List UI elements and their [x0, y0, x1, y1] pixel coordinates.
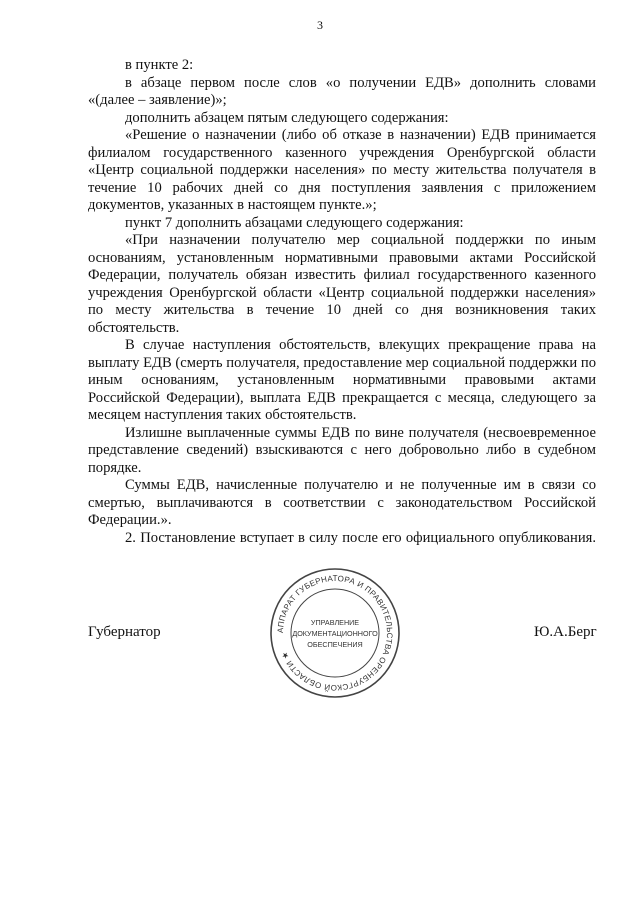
paragraph-amend-first: в абзаце первом после слов «о получении ЕДВ» дополнить словами «(далее – заявление)»;	[88, 74, 596, 108]
paragraph-point-7: пункт 7 дополнить абзацами следующего содержания:	[125, 214, 464, 231]
seal-line-2: ДОКУМЕНТАЦИОННОГО	[292, 629, 378, 638]
paragraph-quote-notify: «При назначении получателю мер социальной поддержки по иным основаниям, установленным нормативными правовыми актами Российской Федерации, получатель обязан известить филиал государственного казенного учреждения Оренбургской области «Центр социальной поддержки населения» по месту жительства в течение 10 дней со дня возникновения таких обстоятельств.	[88, 232, 596, 336]
paragraph-entry-into-force: 2. Постановление вступает в силу после его официального опубликования.	[125, 529, 596, 546]
seal-line-1: УПРАВЛЕНИЕ	[310, 618, 360, 627]
paragraph-overpaid: Излишне выплаченные суммы ЕДВ по вине получателя (несвоевременное представление сведений) взыскиваются с него добровольно либо в судебном порядке.	[88, 424, 596, 476]
official-seal	[268, 566, 402, 700]
paragraph-death-sums: Суммы ЕДВ, начисленные получателю и не полученные им в связи со смертью, выплачиваются в соответствии с законодательством Российской Федерации.».	[88, 477, 596, 528]
paragraph-quote-decision: «Решение о назначении (либо об отказе в назначении) ЕДВ принимается филиалом государственного казенного учреждения Оренбургской области «Центр социальной поддержки населения» по месту жительства получателя в течение 10 рабочих дней со дня поступления заявления с приложением документов, указанных в настоящем пункте.»;	[88, 127, 596, 213]
page-number: 3	[317, 18, 323, 32]
signature-name: Ю.А.Берг	[534, 624, 597, 640]
seal-ring-text: АППАРАТ ГУБЕРНАТОРА И ПРАВИТЕЛЬСТВА ОРЕНБУРГСКОЙ ОБЛАСТИ ★	[275, 573, 395, 693]
document-body	[88, 57, 596, 547]
paragraph-termination: В случае наступления обстоятельств, влекущих прекращение права на выплату ЕДВ (смерть получателя, предоставление мер социальной поддержки по иным основаниям, установленным нормативными правовыми актами Российской Федерации), выплата ЕДВ прекращается с месяца, следующего за месяцем наступления таких обстоятельств.	[88, 337, 596, 423]
seal-line-3: ОБЕСПЕЧЕНИЯ	[307, 640, 363, 649]
paragraph-add-fifth: дополнить абзацем пятым следующего содержания:	[125, 109, 449, 126]
signature-title: Губернатор	[88, 624, 161, 640]
paragraph-intro: в пункте 2:	[125, 57, 194, 73]
